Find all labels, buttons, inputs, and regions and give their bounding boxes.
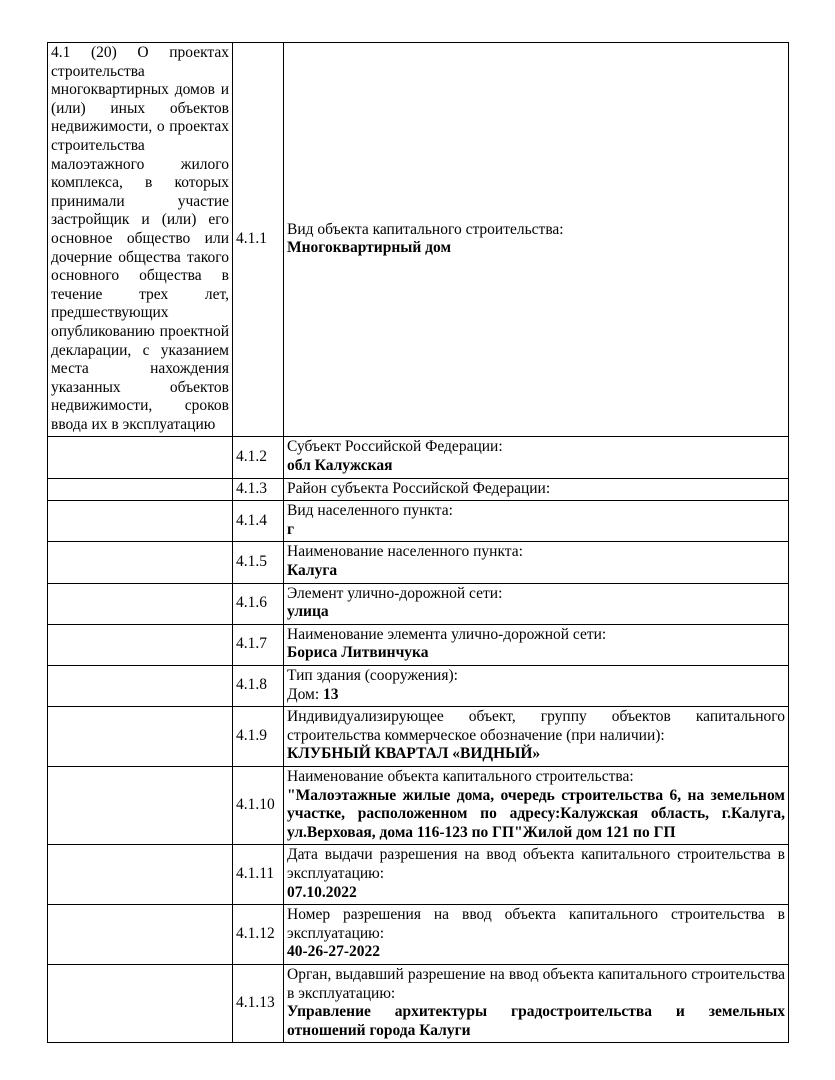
project-declaration-table <box>47 42 789 1043</box>
table-row <box>48 478 789 501</box>
item-number: 4.1.12 <box>233 905 284 965</box>
field-value: Бориса Литвинчука <box>287 644 429 662</box>
field-value-prefix: Дом: <box>287 685 324 703</box>
field-value-line <box>287 686 785 705</box>
item-number: 4.1.4 <box>233 501 284 542</box>
section-description-cell <box>48 501 233 542</box>
section-description-cell <box>48 766 233 844</box>
field-label: Дата выдачи разрешения на ввод объекта капитального строительства в эксплуатацию: <box>287 846 785 882</box>
item-content-cell <box>284 542 789 583</box>
field-value: 07.10.2022 <box>287 883 357 901</box>
field-value: Управление архитектуры градостроительства и земельных отношений города Калуги <box>287 1003 785 1039</box>
item-content-cell <box>284 437 789 478</box>
field-label: Наименование элемента улично-дорожной сети: <box>287 625 607 643</box>
field-value: "Малоэтажные жилые дома, очередь строительства 6, на земельном участке, расположенном по адресу:Калужская область, г.Калуга, ул.Верховая, дома 116-123 по ГП"Жилой дом 121 по ГП <box>287 786 785 841</box>
section-description-cell <box>48 583 233 624</box>
field-value-line <box>287 457 785 476</box>
item-number: 4.1.6 <box>233 583 284 624</box>
item-number: 4.1.10 <box>233 766 284 844</box>
table-row <box>48 501 789 542</box>
field-label: Наименование объекта капитального строительства: <box>287 767 634 785</box>
field-value-line <box>287 521 785 540</box>
section-description-cell <box>48 964 233 1042</box>
item-number: 4.1.13 <box>233 964 284 1042</box>
field-label: Вид населенного пункта: <box>287 502 453 520</box>
item-content-cell <box>284 964 789 1042</box>
field-value: улица <box>287 603 329 621</box>
table-row <box>48 583 789 624</box>
field-value-line <box>287 943 785 962</box>
field-value-line <box>287 1003 785 1040</box>
field-value-line <box>287 239 785 258</box>
section-description-cell <box>48 905 233 965</box>
field-value-line <box>287 562 785 581</box>
item-number: 4.1.9 <box>233 707 284 767</box>
item-content-cell <box>284 501 789 542</box>
field-label: Индивидуализирующее объект, группу объектов капитального строительства коммерческое обозначение (при наличии): <box>287 708 785 744</box>
field-label: Элемент улично-дорожной сети: <box>287 584 503 602</box>
section-description-cell <box>48 707 233 767</box>
section-description-cell: 4.1 (20) О проектах строительства многоквартирных домов и (или) иных объектов недвижимости, о проектах строительства малоэтажного жилого комплекса, в которых принимали участие застройщик и (или) его основное общество или дочерние общества такого основного общества в течение трех лет, предшествующих опубликованию проектной декларации, с указанием места нахождения указанных объектов недвижимости, сроков ввода их в эксплуатацию <box>48 43 233 437</box>
table-row <box>48 766 789 844</box>
field-value-line <box>287 644 785 663</box>
field-label: Орган, выдавший разрешение на ввод объекта капитального строительства в эксплуатацию: <box>287 965 785 1002</box>
item-number: 4.1.8 <box>233 666 284 707</box>
table-row <box>48 542 789 583</box>
item-content-cell <box>284 666 789 707</box>
item-number: 4.1.5 <box>233 542 284 583</box>
section-description-cell <box>48 437 233 478</box>
table-row <box>48 905 789 965</box>
field-value: 40-26-27-2022 <box>287 943 380 961</box>
item-content-cell <box>284 845 789 905</box>
table-row <box>48 964 789 1042</box>
field-label: Наименование населенного пункта: <box>287 543 523 561</box>
item-number: 4.1.11 <box>233 845 284 905</box>
table-body <box>48 43 789 1043</box>
table-row <box>48 707 789 767</box>
item-number: 4.1.1 <box>233 43 284 437</box>
item-content-cell <box>284 478 789 501</box>
field-value: обл Калужская <box>287 457 393 475</box>
item-content-cell <box>284 766 789 844</box>
table-row <box>48 624 789 665</box>
field-value: Многоквартирный дом <box>287 239 452 257</box>
field-value-line <box>287 787 785 843</box>
field-value: Калуга <box>287 562 338 580</box>
item-number: 4.1.2 <box>233 437 284 478</box>
table-row <box>48 437 789 478</box>
section-description-cell <box>48 478 233 501</box>
item-content-cell <box>284 43 789 437</box>
field-value: г <box>287 520 295 538</box>
table-row <box>48 43 789 437</box>
item-content-cell <box>284 905 789 965</box>
item-number: 4.1.3 <box>233 478 284 501</box>
section-description-cell <box>48 666 233 707</box>
field-value-line <box>287 884 785 903</box>
field-label: Район субъекта Российской Федерации: <box>287 479 551 497</box>
section-description-cell <box>48 845 233 905</box>
field-label: Вид объекта капитального строительства: <box>287 220 564 238</box>
field-value-line <box>287 745 785 764</box>
field-value: КЛУБНЫЙ КВАРТАЛ «ВИДНЫЙ» <box>287 745 541 763</box>
table-row <box>48 666 789 707</box>
field-label: Тип здания (сооружения): <box>287 667 458 684</box>
field-label: Субъект Российской Федерации: <box>287 438 503 456</box>
item-content-cell <box>284 583 789 624</box>
table-row <box>48 845 789 905</box>
item-number: 4.1.7 <box>233 624 284 665</box>
item-content-cell <box>284 707 789 767</box>
field-value: 13 <box>323 685 339 703</box>
section-description-cell <box>48 624 233 665</box>
section-description-cell <box>48 542 233 583</box>
item-content-cell <box>284 624 789 665</box>
field-label: Номер разрешения на ввод объекта капитального строительства в эксплуатацию: <box>287 906 785 942</box>
field-value-line <box>287 603 785 622</box>
